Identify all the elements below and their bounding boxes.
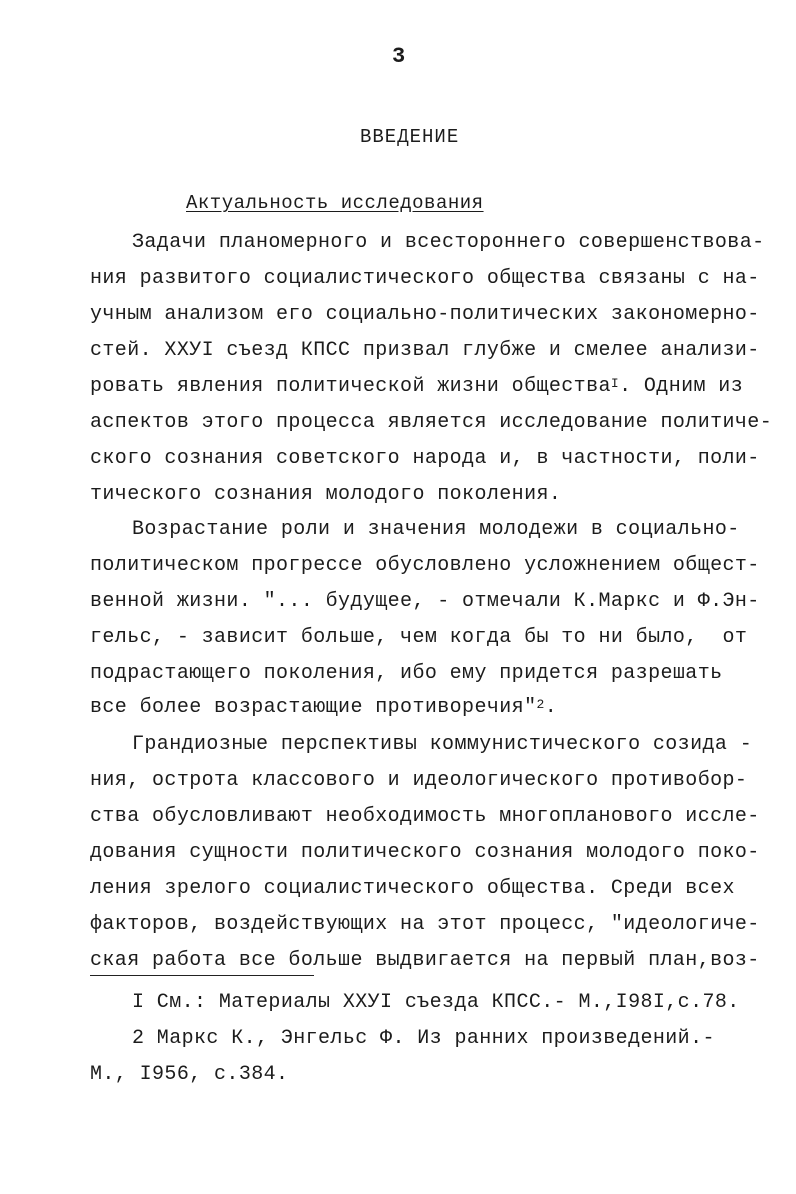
- footnote-separator: [90, 975, 314, 976]
- text-line: гельс, - зависит больше, чем когда бы то ни было, от: [90, 626, 748, 649]
- footnote-ref: I: [610, 376, 620, 391]
- text-line: политическом прогрессе обусловлено усложнением общест-: [90, 554, 760, 577]
- text-line-with-footnote-ref: [90, 696, 557, 721]
- text-line: стей. ХХУI съезд КПСС призвал глубже и смелее анализи-: [90, 339, 760, 362]
- text-line: Задачи планомерного и всестороннего совершенствова-: [132, 231, 765, 254]
- text-segment: ровать явления политической жизни общества: [90, 375, 611, 398]
- text-segment: . Одним из: [619, 375, 744, 398]
- text-line: ления зрелого социалистического общества. Среди всех: [90, 877, 735, 900]
- footnote-2-continued: М., I956, с.384.: [90, 1063, 289, 1086]
- text-line-with-footnote-ref: [90, 375, 743, 400]
- text-line: ская работа все больше выдвигается на первый план,воз-: [90, 949, 760, 972]
- footnote-ref: 2: [536, 697, 545, 712]
- text-segment: .: [544, 696, 558, 719]
- page-number: 3: [392, 44, 406, 69]
- text-line: подрастающего поколения, ибо ему придется разрешать: [90, 662, 723, 685]
- text-line: тического сознания молодого поколения.: [90, 483, 562, 506]
- text-line: учным анализом его социально-политических закономерно-: [90, 303, 760, 326]
- footnote-1: I См.: Материалы ХХУI съезда КПСС.- М.,I98I,с.78.: [132, 991, 740, 1014]
- text-line: Возрастание роли и значения молодежи в социально-: [132, 518, 740, 541]
- footnote-2: 2 Маркс К., Энгельс Ф. Из ранних произведений.-: [132, 1027, 715, 1050]
- text-line: факторов, воздействующих на этот процесс, "идеологиче-: [90, 913, 760, 936]
- text-segment: все более возрастающие противоречия": [90, 696, 537, 719]
- text-line: ства обусловливают необходимость многопланового иссле-: [90, 805, 760, 828]
- text-line: ния развитого социалистического общества связаны с на-: [90, 267, 760, 290]
- text-line: ского сознания советского народа и, в частности, поли-: [90, 447, 760, 470]
- section-heading: Актуальность исследования: [186, 192, 484, 214]
- text-line: ния, острота классового и идеологического противобор-: [90, 769, 748, 792]
- text-line: Грандиозные перспективы коммунистического созида -: [132, 733, 753, 756]
- text-line: дования сущности политического сознания молодого поко-: [90, 841, 760, 864]
- chapter-title: ВВЕДЕНИЕ: [360, 126, 460, 148]
- text-line: венной жизни. "... будущее, - отмечали К.Маркс и Ф.Эн-: [90, 590, 760, 613]
- text-line: аспектов этого процесса является исследование политиче-: [90, 411, 773, 434]
